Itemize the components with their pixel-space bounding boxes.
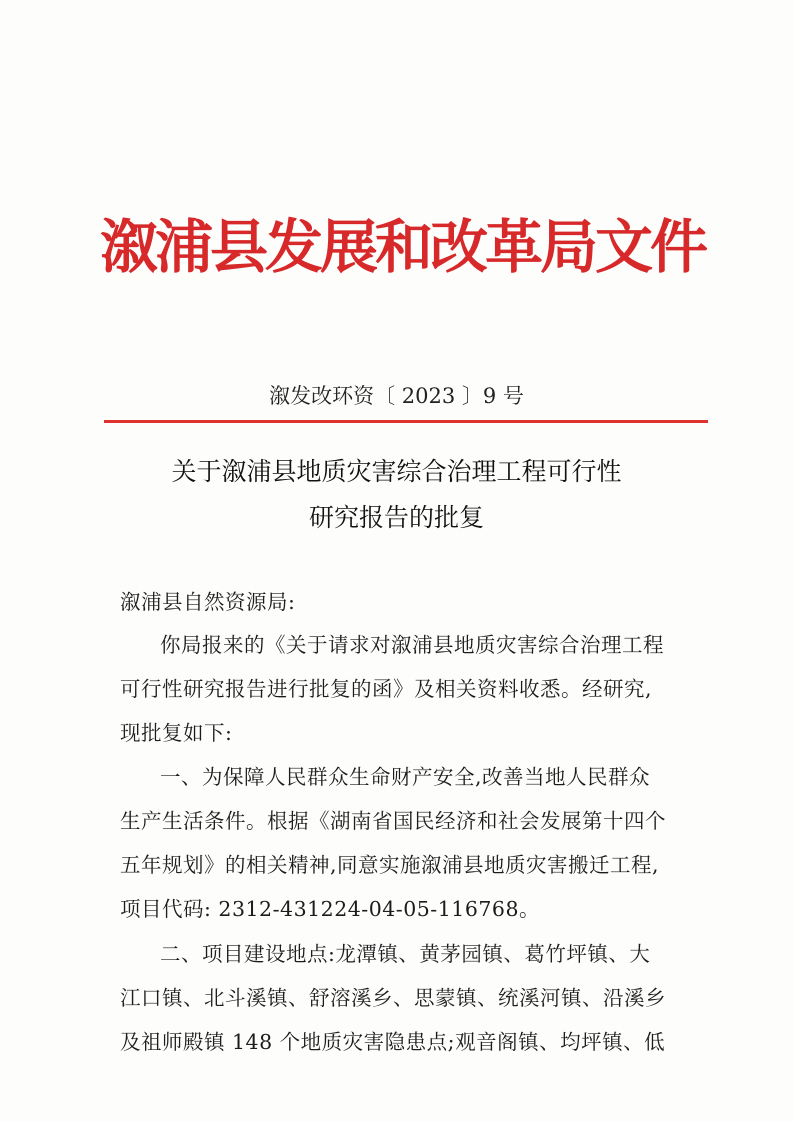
body-line: 你局报来的《关于请求对溆浦县地质灾害综合治理工程 [160,633,664,657]
body-line: 江口镇、北斗溪镇、舒溶溪乡、思蒙镇、统溪河镇、沿溪乡 [120,986,666,1010]
body-line: 一、为保障人民群众生命财产安全,改善当地人民群众 [160,765,651,789]
subject-title-line-1: 关于溆浦县地质灾害综合治理工程可行性 [171,457,622,486]
body-line: 五年规划》的相关精神,同意实施溆浦县地质灾害搬迁工程, [120,853,660,877]
document-number: 溆发改环资〔 2023 〕9 号 [269,384,524,408]
body-line: 生产生活条件。根据《湖南省国民经济和社会发展第十四个 [120,809,666,833]
body-line: 项目代码: 2312-431224-04-05-116768。 [120,897,540,921]
body-line: 及祖师殿镇 148 个地质灾害隐患点;观音阁镇、均坪镇、低 [120,1030,666,1054]
body-line: 现批复如下: [120,721,233,745]
addressee: 溆浦县自然资源局: [120,590,296,614]
body-line: 可行性研究报告进行批复的函》及相关资料收悉。经研究, [120,677,653,701]
subject-title-line-2: 研究报告的批复 [308,503,484,532]
body-line: 二、项目建设地点:龙潭镇、黄茅园镇、葛竹坪镇、大 [160,942,651,966]
issuing-authority-title: 溆浦县发展和改革局文件 [100,213,706,281]
red-divider-line [104,420,708,423]
